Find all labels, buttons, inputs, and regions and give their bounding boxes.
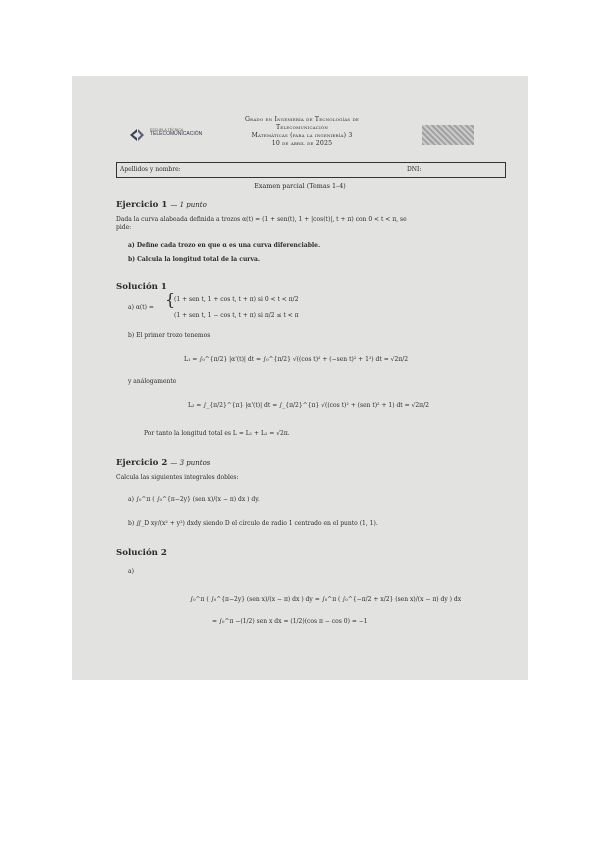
stamp-image <box>422 125 474 145</box>
ex1-points: — 1 punto <box>170 201 207 209</box>
ex2-points: — 3 puntos <box>170 459 211 467</box>
ex1-item-b: b) Calcula la longitud total de la curva. <box>128 256 260 263</box>
exam-photo <box>72 76 528 680</box>
sol1-a-label: a) α(t) = <box>128 304 154 311</box>
header-line1: Grado en Ingeniería de Tecnologías de <box>244 116 359 123</box>
ex2-heading <box>116 458 210 468</box>
sol1-case-1: (1 + sen t, 1 + cos t, t + π) si 0 < t < π/2 <box>174 296 299 303</box>
sol2-heading: Solución 2 <box>116 548 167 558</box>
dni-label: DNI: <box>407 166 422 173</box>
ex1-statement-2: pide: <box>116 224 132 231</box>
sol1-L2: L₂ = ∫_{π/2}^{π} |α'(t)| dt = ∫_{π/2}^{π} √((cos t)² + (sen t)² + 1) dt = √2π/2 <box>188 402 429 409</box>
ex2-statement: Calcula las siguientes integrales dobles: <box>116 474 239 481</box>
logo-line2: TELECOMUNICACIÓN <box>150 131 203 137</box>
sol1-and-similar: y análogamente <box>128 378 177 385</box>
ex2-item-b: b) ∬_D xy/(x² + y²) dxdy siendo D el círculo de radio 1 centrado en el punto (1, 1). <box>128 520 378 527</box>
sol2-line2: = ∫₀^π −(1/2) sen x dx = (1/2)(cos π − cos 0) = −1 <box>212 618 368 625</box>
sol1-b-intro: b) El primer trozo tenemos <box>128 332 211 339</box>
sol1-heading: Solución 1 <box>116 282 167 292</box>
exam-title: Examen parcial (Temas 1–4) <box>254 182 346 190</box>
ex2-item-a: a) ∫₀^π ( ∫₀^{π−2y} (sen x)/(x − π) dx ) dy. <box>128 496 260 503</box>
name-label: Apellidos y nombre: <box>120 166 181 173</box>
name-box <box>116 162 506 178</box>
sol1-total: Por tanto la longitud total es L = L₁ + L₂ = √2π. <box>144 430 290 437</box>
logo-mark-icon <box>128 128 146 142</box>
ex2-heading-text: Ejercicio 2 <box>116 458 168 468</box>
sol2-a-label: a) <box>128 568 134 575</box>
ex1-statement-1: Dada la curva alabeada definida a trozos α(t) = (1 + sen(t), 1 + |cos(t)|, t + π) con 0 < t < π, se <box>116 216 407 223</box>
logo-line1: ESCUELA TÉCNICA <box>150 128 184 132</box>
sol2-line1: ∫₀^π ( ∫₀^{π−2y} (sen x)/(x − π) dx ) dy = ∫₀^π ( ∫₀^{−π/2 + x/2} (sen x)/(x − π) dy ) dx <box>190 596 462 603</box>
sol1-L1: L₁ = ∫₀^{π/2} |α'(t)| dt = ∫₀^{π/2} √((cos t)² + (−sen t)² + 1²) dt = √2π/2 <box>184 356 409 363</box>
brace-icon: { <box>165 290 176 309</box>
ex1-heading <box>116 200 207 210</box>
sol1-case-2: (1 + sen t, 1 − cos t, t + π) si π/2 ≤ t < π <box>174 312 299 319</box>
header-line2: Telecomunicación <box>275 124 329 131</box>
header-line3: Matemáticas (para la ingeniería) 3 <box>251 132 353 139</box>
ex1-item-a: a) Define cada trozo en que α es una curva diferenciable. <box>128 242 321 249</box>
ex1-heading-text: Ejercicio 1 <box>116 200 168 210</box>
header-date: 10 de abril de 2025 <box>271 140 333 147</box>
school-logo <box>128 126 206 144</box>
